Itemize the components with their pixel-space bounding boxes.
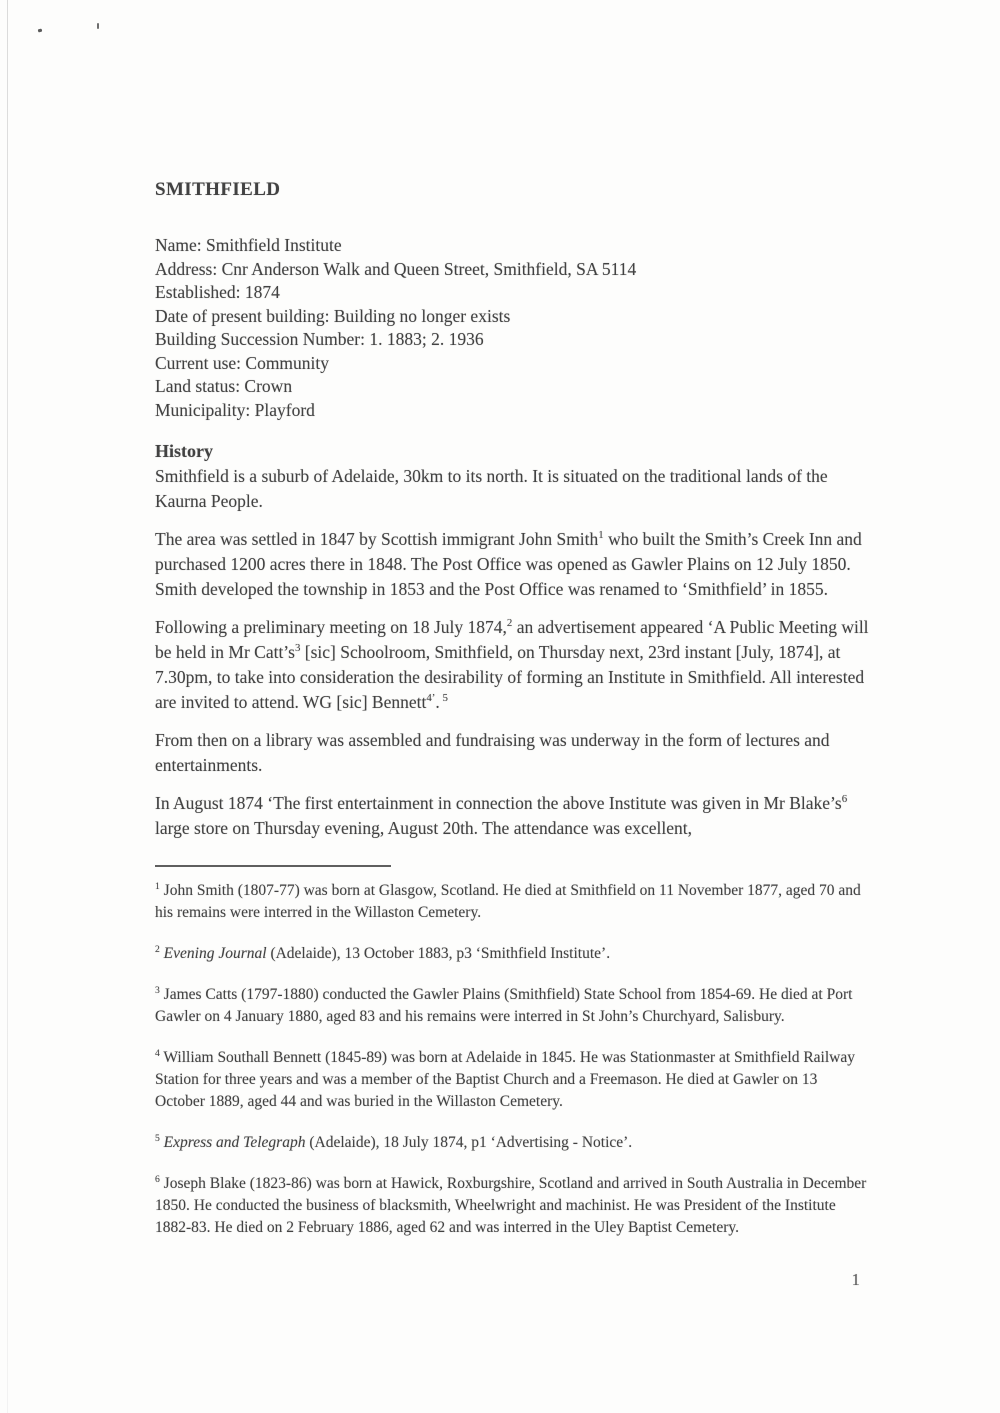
detail-line-municipality: Municipality: Playford — [155, 399, 315, 420]
footnote-6: $^6$ Joseph Blake (1823-86) was born at Hawick, Roxburgshire, Scotland and arrived in South Australia in December 1850. He conducted the business of blacksmith, Wheelwright and machinist. He was President of the Institute 1882-83. He died on 2 February 1886, aged 62 and was interred in the Uley Baptist Cemetery. — [155, 1173, 867, 1236]
history-paragraph: From then on a library was assembled and fundraising was underway in the form of lectures and entertainments. — [155, 730, 830, 775]
footnote-3: $^3$ James Catts (1797-1880) conducted the Gawler Plains (Smithfield) State School from 1854-69. He died at Port Gawler on 4 January 1880, aged 83 and his remains were interred in St John’s Churchyard, Salisbury. — [155, 984, 853, 1025]
footnote-5: $^5$ Express and Telegraph (Adelaide), 18 July 1874, p1 ‘Advertising - Notice’. — [155, 1132, 633, 1151]
footnote-separator — [155, 865, 391, 867]
scan-edge-artifact — [7, 0, 8, 1413]
detail-line-established: Established: 1874 — [155, 282, 280, 302]
detail-line-succession-number: Building Succession Number: 1. 1883; 2. 1936 — [155, 329, 484, 349]
detail-line-name: Name: Smithfield Institute — [155, 235, 342, 255]
scan-speck — [38, 29, 43, 33]
history-paragraph: In August 1874 ‘The first entertainment in connection the above Institute was given in Mr $Blake’s^6$ large store on Thursday evening, August 20th. The attendance was excellent, — [155, 793, 848, 838]
document-content — [155, 179, 869, 1258]
footnote-1: $^1$ John Smith (1807-77) was born at Glasgow, Scotland. He died at Smithfield on 11 November 1877, aged 70 and his remains were interred in the Willaston Cemetery. — [155, 880, 861, 921]
detail-line-present-building: Date of present building: Building no longer exists — [155, 305, 511, 326]
history-paragraph: Smithfield is a suburb of Adelaide, 30km to its north. It is situated on the traditional lands of the Kaurna People. — [155, 466, 828, 511]
footnote-4: $^4$ William Southall Bennett (1845-89) was born at Adelaide in 1845. He was Stationmaster at Smithfield Railway Station for three years and was a member of the Baptist Church and a Freemason. He died at Gawler on 13 October 1889, aged 44 and was buried in the Willaston Cemetery. — [155, 1047, 855, 1110]
history-paragraph: Following a preliminary meeting on 18 July 1874,$^2$ an advertisement appeared ‘A Public Meeting will be held in Mr $Catt’s^3$ [sic] Schoolroom, Smithfield, on Thursday next, 23rd instant [July, 1874], at 7.30pm, to take into consideration the desirability of forming an Institute in Smithfield. All interested are invited to attend. WG [sic] Bennett$^{4’}$. $^5$ — [155, 617, 869, 712]
detail-line-current-use: Current use: Community — [155, 352, 330, 373]
history-heading: History — [155, 441, 213, 461]
history-paragraph: The area was settled in 1847 by Scottish immigrant John Smith$^1$ who built the Smith’s Creek Inn and purchased 1200 acres there in 1848. The Post Office was opened as Gawler Plains on 12 July 1850. Smith developed the township in 1853 and the Post Office was renamed to ‘Smithfield’ in 1855. — [155, 529, 862, 599]
detail-line-address: Address: Cnr Anderson Walk and Queen Street, Smithfield, SA 5114 — [155, 258, 637, 279]
page-title: SMITHFIELD — [155, 179, 281, 200]
detail-line-land-status: Land status: Crown — [155, 376, 293, 396]
footnote-2: $^2$ Evening Journal (Adelaide), 13 October 1883, p3 ‘Smithfield Institute’. — [155, 943, 611, 962]
page-number: 1 — [851, 1270, 860, 1289]
scan-speck — [97, 23, 99, 29]
details-block — [155, 234, 869, 422]
